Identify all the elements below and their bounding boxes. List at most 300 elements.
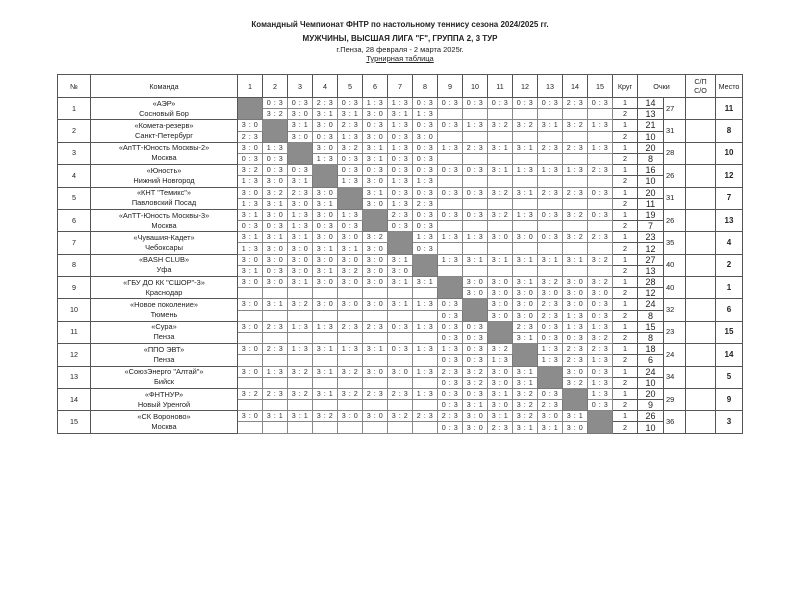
score-cell: 3 : 0: [538, 288, 563, 299]
score-cell: 3 : 0: [313, 232, 338, 243]
score-cell: [238, 355, 263, 366]
round-number: 1: [613, 187, 638, 198]
score-cell: 1 : 3: [263, 366, 288, 377]
score-cell: 1 : 3: [438, 142, 463, 153]
score-cell: 0 : 3: [363, 165, 388, 176]
score-cell: [563, 176, 588, 187]
round-number: 1: [613, 277, 638, 288]
header-opponent-5: 5: [338, 75, 363, 98]
total-points: 35: [664, 232, 686, 254]
score-cell: 3 : 1: [388, 254, 413, 265]
score-cell: 3 : 2: [263, 187, 288, 198]
self-match-cell: [413, 254, 438, 276]
score-cell: 3 : 0: [388, 265, 413, 276]
self-match-cell: [363, 209, 388, 231]
score-cell: 3 : 1: [388, 277, 413, 288]
score-cell: [438, 198, 463, 209]
header-opponent-14: 14: [563, 75, 588, 98]
standings-table-link[interactable]: Турнирная таблица: [366, 54, 434, 63]
team-place: 7: [716, 187, 743, 209]
round-points: 11: [638, 198, 664, 209]
score-cell: 0 : 3: [288, 98, 313, 109]
round-points: 7: [638, 221, 664, 232]
header-opponent-9: 9: [438, 75, 463, 98]
total-points: 36: [664, 411, 686, 433]
round-points: 12: [638, 288, 664, 299]
score-cell: 3 : 0: [488, 400, 513, 411]
score-cell: [288, 332, 313, 343]
team-cell: [91, 165, 238, 187]
score-cell: [338, 422, 363, 433]
team-name: «АЭР»: [152, 98, 176, 108]
total-points: 40: [664, 254, 686, 276]
score-cell: [538, 265, 563, 276]
round-number: 1: [613, 254, 638, 265]
score-cell: 1 : 3: [488, 355, 513, 366]
score-cell: 3 : 1: [313, 388, 338, 399]
score-cell: [538, 198, 563, 209]
header-sp-so: [686, 75, 716, 98]
score-cell: 3 : 0: [563, 288, 588, 299]
score-cell: 3 : 0: [313, 187, 338, 198]
team-city: Санкт-Петербург: [135, 131, 193, 141]
score-cell: [388, 355, 413, 366]
round-points: 10: [638, 422, 664, 433]
score-cell: [238, 422, 263, 433]
team-number: 11: [58, 321, 91, 343]
team-cell: [91, 277, 238, 299]
score-cell: [513, 221, 538, 232]
score-cell: [513, 265, 538, 276]
score-cell: [588, 176, 613, 187]
score-cell: 2 : 3: [263, 344, 288, 355]
round-points: 27: [638, 254, 664, 265]
document-subtitle: МУЖЧИНЫ, ВЫСШАЯ ЛИГА "F", ГРУППА 2, 3 ТУР: [302, 34, 498, 43]
score-cell: 3 : 0: [488, 277, 513, 288]
score-cell: 1 : 3: [288, 221, 313, 232]
round-number: 2: [613, 288, 638, 299]
score-cell: 0 : 3: [363, 120, 388, 131]
score-cell: 0 : 3: [588, 98, 613, 109]
score-cell: 3 : 2: [338, 388, 363, 399]
score-cell: 0 : 3: [463, 388, 488, 399]
score-cell: [463, 153, 488, 164]
round-points: 20: [638, 187, 664, 198]
score-cell: 3 : 0: [463, 288, 488, 299]
score-cell: [388, 332, 413, 343]
team-cell: [91, 187, 238, 209]
score-cell: [238, 400, 263, 411]
score-cell: 3 : 0: [238, 411, 263, 422]
sp-so-value: [686, 411, 716, 433]
score-cell: 1 : 3: [413, 109, 438, 120]
score-cell: [588, 131, 613, 142]
round-points: 12: [638, 243, 664, 254]
score-cell: 1 : 3: [588, 377, 613, 388]
team-name: «ФНТНУР»: [144, 389, 184, 399]
score-cell: 1 : 3: [463, 232, 488, 243]
team-number: 8: [58, 254, 91, 276]
score-cell: 0 : 3: [388, 344, 413, 355]
score-cell: [513, 198, 538, 209]
team-place: 9: [716, 388, 743, 410]
header-team: Команда: [91, 75, 238, 98]
score-cell: 1 : 3: [413, 299, 438, 310]
score-cell: 3 : 0: [538, 411, 563, 422]
score-cell: 3 : 1: [513, 366, 538, 377]
score-cell: 3 : 0: [313, 299, 338, 310]
score-cell: 3 : 0: [238, 142, 263, 153]
score-cell: [488, 243, 513, 254]
round-points: 26: [638, 411, 664, 422]
score-cell: 0 : 3: [463, 209, 488, 220]
score-cell: 0 : 3: [588, 310, 613, 321]
score-cell: 3 : 0: [363, 109, 388, 120]
score-cell: 3 : 2: [513, 388, 538, 399]
score-cell: 1 : 3: [238, 243, 263, 254]
score-cell: 3 : 1: [313, 344, 338, 355]
score-cell: 0 : 3: [338, 165, 363, 176]
score-cell: 3 : 1: [313, 366, 338, 377]
score-cell: [263, 355, 288, 366]
team-city: Уфа: [156, 265, 172, 275]
score-cell: [288, 355, 313, 366]
score-cell: 3 : 1: [338, 109, 363, 120]
score-cell: 3 : 0: [488, 288, 513, 299]
team-place: 14: [716, 344, 743, 366]
score-cell: 3 : 0: [463, 422, 488, 433]
score-cell: [438, 109, 463, 120]
score-cell: 2 : 3: [413, 411, 438, 422]
header-opponent-10: 10: [463, 75, 488, 98]
self-match-cell: [263, 120, 288, 142]
team-number: 9: [58, 277, 91, 299]
score-cell: 1 : 3: [438, 344, 463, 355]
score-cell: [338, 332, 363, 343]
round-number: 2: [613, 198, 638, 209]
score-cell: 0 : 3: [388, 321, 413, 332]
team-place: 12: [716, 165, 743, 187]
score-cell: [313, 400, 338, 411]
score-cell: [363, 422, 388, 433]
score-cell: 3 : 2: [288, 388, 313, 399]
score-cell: 1 : 3: [338, 344, 363, 355]
score-cell: 0 : 3: [388, 153, 413, 164]
score-cell: 3 : 0: [263, 277, 288, 288]
total-points: 32: [664, 299, 686, 321]
score-cell: [313, 377, 338, 388]
score-cell: [413, 377, 438, 388]
table-row: [58, 344, 743, 355]
score-cell: 3 : 2: [388, 411, 413, 422]
score-cell: [313, 332, 338, 343]
score-cell: 3 : 0: [238, 120, 263, 131]
team-number: 7: [58, 232, 91, 254]
team-name: «BASH CLUB»: [138, 255, 190, 265]
round-points: 10: [638, 176, 664, 187]
table-row: [58, 321, 743, 332]
score-cell: [538, 109, 563, 120]
score-cell: 2 : 3: [563, 344, 588, 355]
team-place: 1: [716, 277, 743, 299]
score-cell: 3 : 2: [513, 411, 538, 422]
score-cell: 3 : 1: [388, 109, 413, 120]
round-number: 2: [613, 109, 638, 120]
score-cell: [363, 288, 388, 299]
score-cell: 3 : 1: [313, 265, 338, 276]
sp-so-value: [686, 232, 716, 254]
score-cell: 3 : 0: [338, 411, 363, 422]
score-cell: 3 : 0: [238, 344, 263, 355]
score-cell: 1 : 3: [263, 142, 288, 153]
score-cell: 0 : 3: [513, 98, 538, 109]
score-cell: 0 : 3: [263, 98, 288, 109]
score-cell: [288, 377, 313, 388]
score-cell: 1 : 3: [238, 176, 263, 187]
score-cell: 0 : 3: [538, 321, 563, 332]
team-city: Чебоксары: [145, 242, 183, 252]
round-number: 2: [613, 377, 638, 388]
score-cell: 3 : 1: [288, 176, 313, 187]
team-cell: [91, 321, 238, 343]
round-number: 2: [613, 332, 638, 343]
score-cell: 3 : 0: [263, 243, 288, 254]
score-cell: 3 : 0: [563, 366, 588, 377]
score-cell: 1 : 3: [388, 142, 413, 153]
team-number: 10: [58, 299, 91, 321]
table-row: [58, 299, 743, 310]
score-cell: [338, 355, 363, 366]
team-place: 11: [716, 98, 743, 120]
score-cell: [413, 400, 438, 411]
score-cell: 0 : 3: [263, 265, 288, 276]
score-cell: 3 : 1: [263, 198, 288, 209]
score-cell: 2 : 3: [538, 299, 563, 310]
score-cell: 1 : 3: [313, 153, 338, 164]
sp-so-value: [686, 165, 716, 187]
score-cell: [513, 131, 538, 142]
table-row: [58, 411, 743, 422]
self-match-cell: [538, 366, 563, 388]
round-points: 19: [638, 209, 664, 220]
score-cell: 3 : 0: [313, 277, 338, 288]
score-cell: 0 : 3: [463, 98, 488, 109]
score-cell: 3 : 0: [313, 120, 338, 131]
score-cell: 3 : 1: [313, 198, 338, 209]
score-cell: [313, 422, 338, 433]
score-cell: 0 : 3: [463, 165, 488, 176]
score-cell: 3 : 0: [463, 411, 488, 422]
header-opponent-7: 7: [388, 75, 413, 98]
score-cell: 1 : 3: [338, 176, 363, 187]
header-opponent-15: 15: [588, 75, 613, 98]
score-cell: 0 : 3: [338, 153, 363, 164]
score-cell: 1 : 3: [363, 98, 388, 109]
score-cell: 2 : 3: [563, 98, 588, 109]
score-cell: 3 : 0: [563, 299, 588, 310]
score-cell: 0 : 3: [438, 187, 463, 198]
sp-so-value: [686, 366, 716, 388]
score-cell: [563, 265, 588, 276]
score-cell: [538, 153, 563, 164]
score-cell: 0 : 3: [438, 377, 463, 388]
score-cell: 3 : 1: [263, 299, 288, 310]
self-match-cell: [238, 98, 263, 120]
header-points: Очки: [638, 75, 686, 98]
score-cell: 3 : 0: [363, 299, 388, 310]
table-row: [58, 98, 743, 109]
score-cell: 1 : 3: [588, 120, 613, 131]
score-cell: 3 : 2: [588, 254, 613, 265]
score-cell: 0 : 3: [563, 332, 588, 343]
header-place: Место: [716, 75, 743, 98]
round-number: 2: [613, 400, 638, 411]
score-cell: [388, 422, 413, 433]
team-city: Пенза: [153, 332, 175, 342]
round-number: 2: [613, 265, 638, 276]
score-cell: 1 : 3: [588, 142, 613, 153]
team-place: 15: [716, 321, 743, 343]
score-cell: 0 : 3: [413, 98, 438, 109]
score-cell: 3 : 1: [363, 187, 388, 198]
score-cell: 3 : 0: [238, 277, 263, 288]
score-cell: 3 : 1: [463, 254, 488, 265]
team-place: 13: [716, 209, 743, 231]
score-cell: [313, 288, 338, 299]
round-points: 10: [638, 131, 664, 142]
team-cell: [91, 209, 238, 231]
score-cell: 3 : 2: [338, 142, 363, 153]
round-number: 1: [613, 98, 638, 109]
table-row: [58, 277, 743, 288]
total-points: 28: [664, 142, 686, 164]
score-cell: 1 : 3: [538, 355, 563, 366]
score-cell: 3 : 1: [363, 344, 388, 355]
round-number: 1: [613, 142, 638, 153]
score-cell: 0 : 3: [388, 187, 413, 198]
score-cell: 2 : 3: [563, 355, 588, 366]
score-cell: 0 : 3: [438, 388, 463, 399]
round-number: 2: [613, 355, 638, 366]
score-cell: 0 : 3: [463, 187, 488, 198]
score-cell: 3 : 2: [313, 411, 338, 422]
score-cell: 3 : 0: [563, 277, 588, 288]
score-cell: 0 : 3: [438, 209, 463, 220]
total-points: 26: [664, 165, 686, 187]
place-and-date: г.Пенза, 28 февраля - 2 марта 2025г.: [336, 45, 464, 54]
score-cell: [563, 131, 588, 142]
score-cell: 3 : 0: [363, 254, 388, 265]
score-cell: 3 : 1: [463, 400, 488, 411]
score-cell: 3 : 2: [338, 265, 363, 276]
score-cell: 1 : 3: [538, 344, 563, 355]
header-opponent-2: 2: [263, 75, 288, 98]
score-cell: 2 : 3: [363, 388, 388, 399]
sp-so-value: [686, 388, 716, 410]
score-cell: 3 : 0: [263, 176, 288, 187]
team-city: Сосновый Бор: [139, 108, 189, 118]
score-cell: 1 : 3: [413, 176, 438, 187]
score-cell: 3 : 2: [538, 277, 563, 288]
self-match-cell: [388, 232, 413, 254]
round-number: 1: [613, 120, 638, 131]
score-cell: [488, 131, 513, 142]
score-cell: 0 : 3: [438, 321, 463, 332]
score-cell: [463, 243, 488, 254]
score-cell: [363, 310, 388, 321]
score-cell: 1 : 3: [463, 120, 488, 131]
team-number: 15: [58, 411, 91, 433]
sp-so-value: [686, 254, 716, 276]
score-cell: 2 : 3: [413, 198, 438, 209]
score-cell: 3 : 1: [513, 277, 538, 288]
score-cell: 1 : 3: [563, 310, 588, 321]
score-cell: 1 : 3: [413, 388, 438, 399]
team-name: «Комета-резерв»: [134, 121, 194, 131]
total-points: 24: [664, 344, 686, 366]
round-points: 15: [638, 321, 664, 332]
score-cell: 3 : 2: [263, 109, 288, 120]
score-cell: [488, 265, 513, 276]
round-points: 10: [638, 377, 664, 388]
score-cell: 0 : 3: [438, 400, 463, 411]
score-cell: 3 : 0: [288, 265, 313, 276]
score-cell: 2 : 3: [563, 187, 588, 198]
score-cell: 3 : 0: [513, 299, 538, 310]
score-cell: [313, 310, 338, 321]
score-cell: [413, 310, 438, 321]
score-cell: 3 : 0: [338, 299, 363, 310]
score-cell: 0 : 3: [313, 221, 338, 232]
score-cell: 0 : 3: [413, 142, 438, 153]
score-cell: 3 : 0: [238, 321, 263, 332]
score-cell: 3 : 0: [363, 277, 388, 288]
score-cell: [413, 355, 438, 366]
score-cell: 3 : 0: [238, 299, 263, 310]
round-points: 16: [638, 165, 664, 176]
sp-so-value: [686, 209, 716, 231]
self-match-cell: [288, 142, 313, 164]
score-cell: [388, 310, 413, 321]
score-cell: 1 : 3: [338, 209, 363, 220]
score-cell: 0 : 3: [588, 366, 613, 377]
score-cell: 3 : 0: [288, 254, 313, 265]
round-points: 23: [638, 232, 664, 243]
sp-so-value: [686, 187, 716, 209]
score-cell: 1 : 3: [413, 344, 438, 355]
score-cell: [263, 332, 288, 343]
score-cell: 3 : 0: [263, 209, 288, 220]
team-name: «СК Вороново»: [137, 411, 191, 421]
score-cell: 0 : 3: [538, 232, 563, 243]
score-cell: 3 : 1: [313, 243, 338, 254]
sp-so-value: [686, 344, 716, 366]
round-number: 1: [613, 388, 638, 399]
score-cell: 3 : 1: [563, 254, 588, 265]
total-points: 26: [664, 209, 686, 231]
score-cell: 3 : 1: [288, 277, 313, 288]
score-cell: 3 : 1: [363, 142, 388, 153]
team-cell: [91, 254, 238, 276]
score-cell: [588, 153, 613, 164]
score-cell: 3 : 0: [488, 232, 513, 243]
score-cell: 0 : 3: [538, 98, 563, 109]
score-cell: [538, 243, 563, 254]
score-cell: [438, 265, 463, 276]
score-cell: 0 : 3: [263, 165, 288, 176]
score-cell: 1 : 3: [338, 131, 363, 142]
team-city: Павловский Посад: [131, 198, 197, 208]
